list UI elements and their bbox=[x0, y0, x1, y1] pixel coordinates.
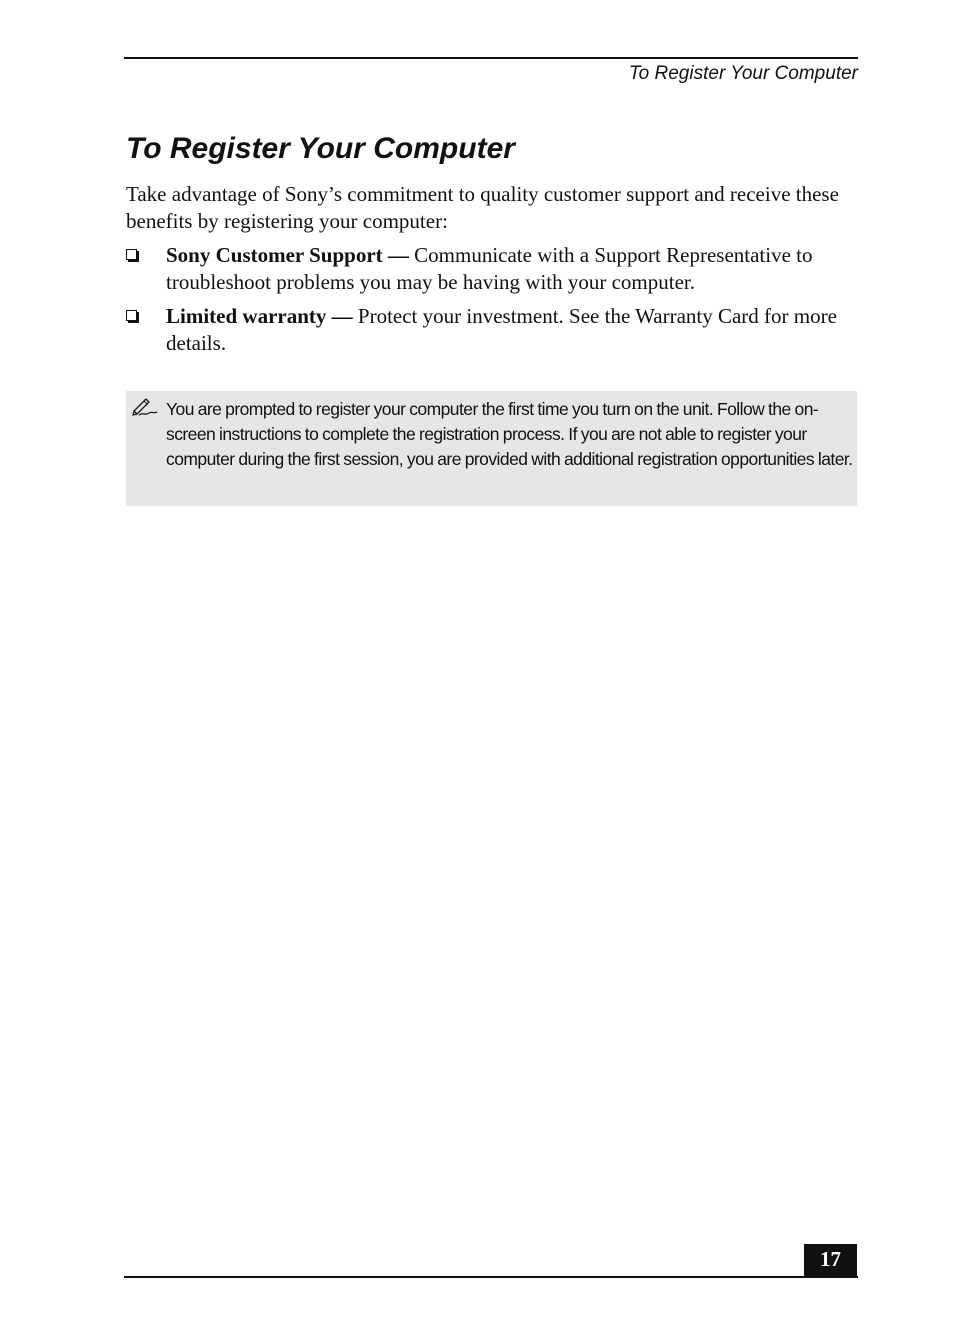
checkbox-bullet-icon bbox=[126, 249, 137, 260]
benefit-term: Sony Customer Support — bbox=[166, 243, 409, 267]
list-item bbox=[126, 242, 856, 296]
benefit-text: Protect your investment. See the Warranty Card for more details. bbox=[166, 304, 837, 355]
benefit-text: Communicate with a Support Representative to troubleshoot problems you may be having with your computer. bbox=[166, 243, 813, 294]
checkbox-bullet-icon bbox=[126, 310, 137, 321]
list-item bbox=[126, 303, 856, 357]
pencil-note-icon bbox=[132, 395, 158, 417]
footer-rule bbox=[124, 1276, 858, 1278]
running-header: To Register Your Computer bbox=[628, 63, 858, 84]
note-box bbox=[126, 391, 857, 506]
header-rule bbox=[124, 57, 858, 59]
benefit-term: Limited warranty — bbox=[166, 304, 353, 328]
page-title: To Register Your Computer bbox=[126, 132, 515, 165]
benefits-list bbox=[126, 242, 856, 364]
intro-paragraph: Take advantage of Sony’s commitment to quality customer support and receive these benefits by registering your computer: bbox=[126, 182, 839, 233]
note-text: You are prompted to register your computer the first time you turn on the unit. Follow the on-screen instructions to complete the registration process. If you are not able to register your computer during the first session, you are provided with additional registration opportunities later. bbox=[166, 399, 853, 469]
page-number: 17 bbox=[804, 1244, 857, 1277]
